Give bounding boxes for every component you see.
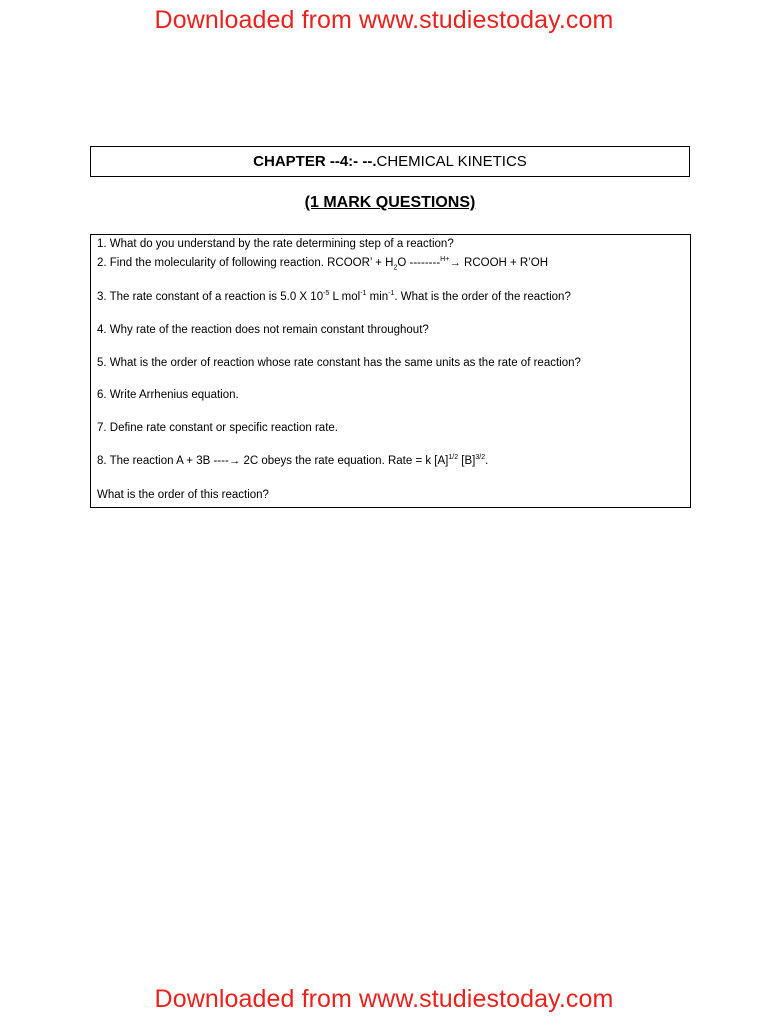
question-5: 5. What is the order of reaction whose rate constant has the same units as the rate of reaction? — [97, 357, 581, 369]
watermark-top: Downloaded from www.studiestoday.com — [154, 6, 614, 34]
chapter-title: CHEMICAL KINETICS — [376, 153, 527, 170]
question-8: 8. The reaction A + 3B ----→ 2C obeys the rate equation. Rate = k $[A]^{1/2}$ $[B]^{3/2}$. — [97, 454, 489, 467]
question-6: 6. Write Arrhenius equation. — [97, 389, 239, 401]
question-2: 2. Find the molecularity of following reaction. RCOOR’ + $H_2O$ --------$^{H+}$→ RCOOH + R’OH — [97, 256, 549, 272]
question-8-followup: What is the order of this reaction? — [97, 489, 269, 501]
question-4: 4. Why rate of the reaction does not remain constant throughout? — [97, 324, 429, 336]
section-heading: (1 MARK QUESTIONS) — [304, 194, 476, 211]
chapter-label: CHAPTER --4:- --. — [253, 153, 377, 170]
chapter-title-box — [90, 146, 690, 177]
question-3: 3. The rate constant of a reaction is 5.0 X $10^{-5}$ L mol$^{-1}$ $\min^{-1}$. What is the order of the reaction? — [97, 290, 571, 303]
watermark-bottom: Downloaded from www.studiestoday.com — [154, 985, 614, 1013]
question-7: 7. Define rate constant or specific reaction rate. — [97, 422, 338, 434]
questions-box — [90, 234, 691, 508]
question-1: 1. What do you understand by the rate determining step of a reaction? — [97, 238, 454, 250]
